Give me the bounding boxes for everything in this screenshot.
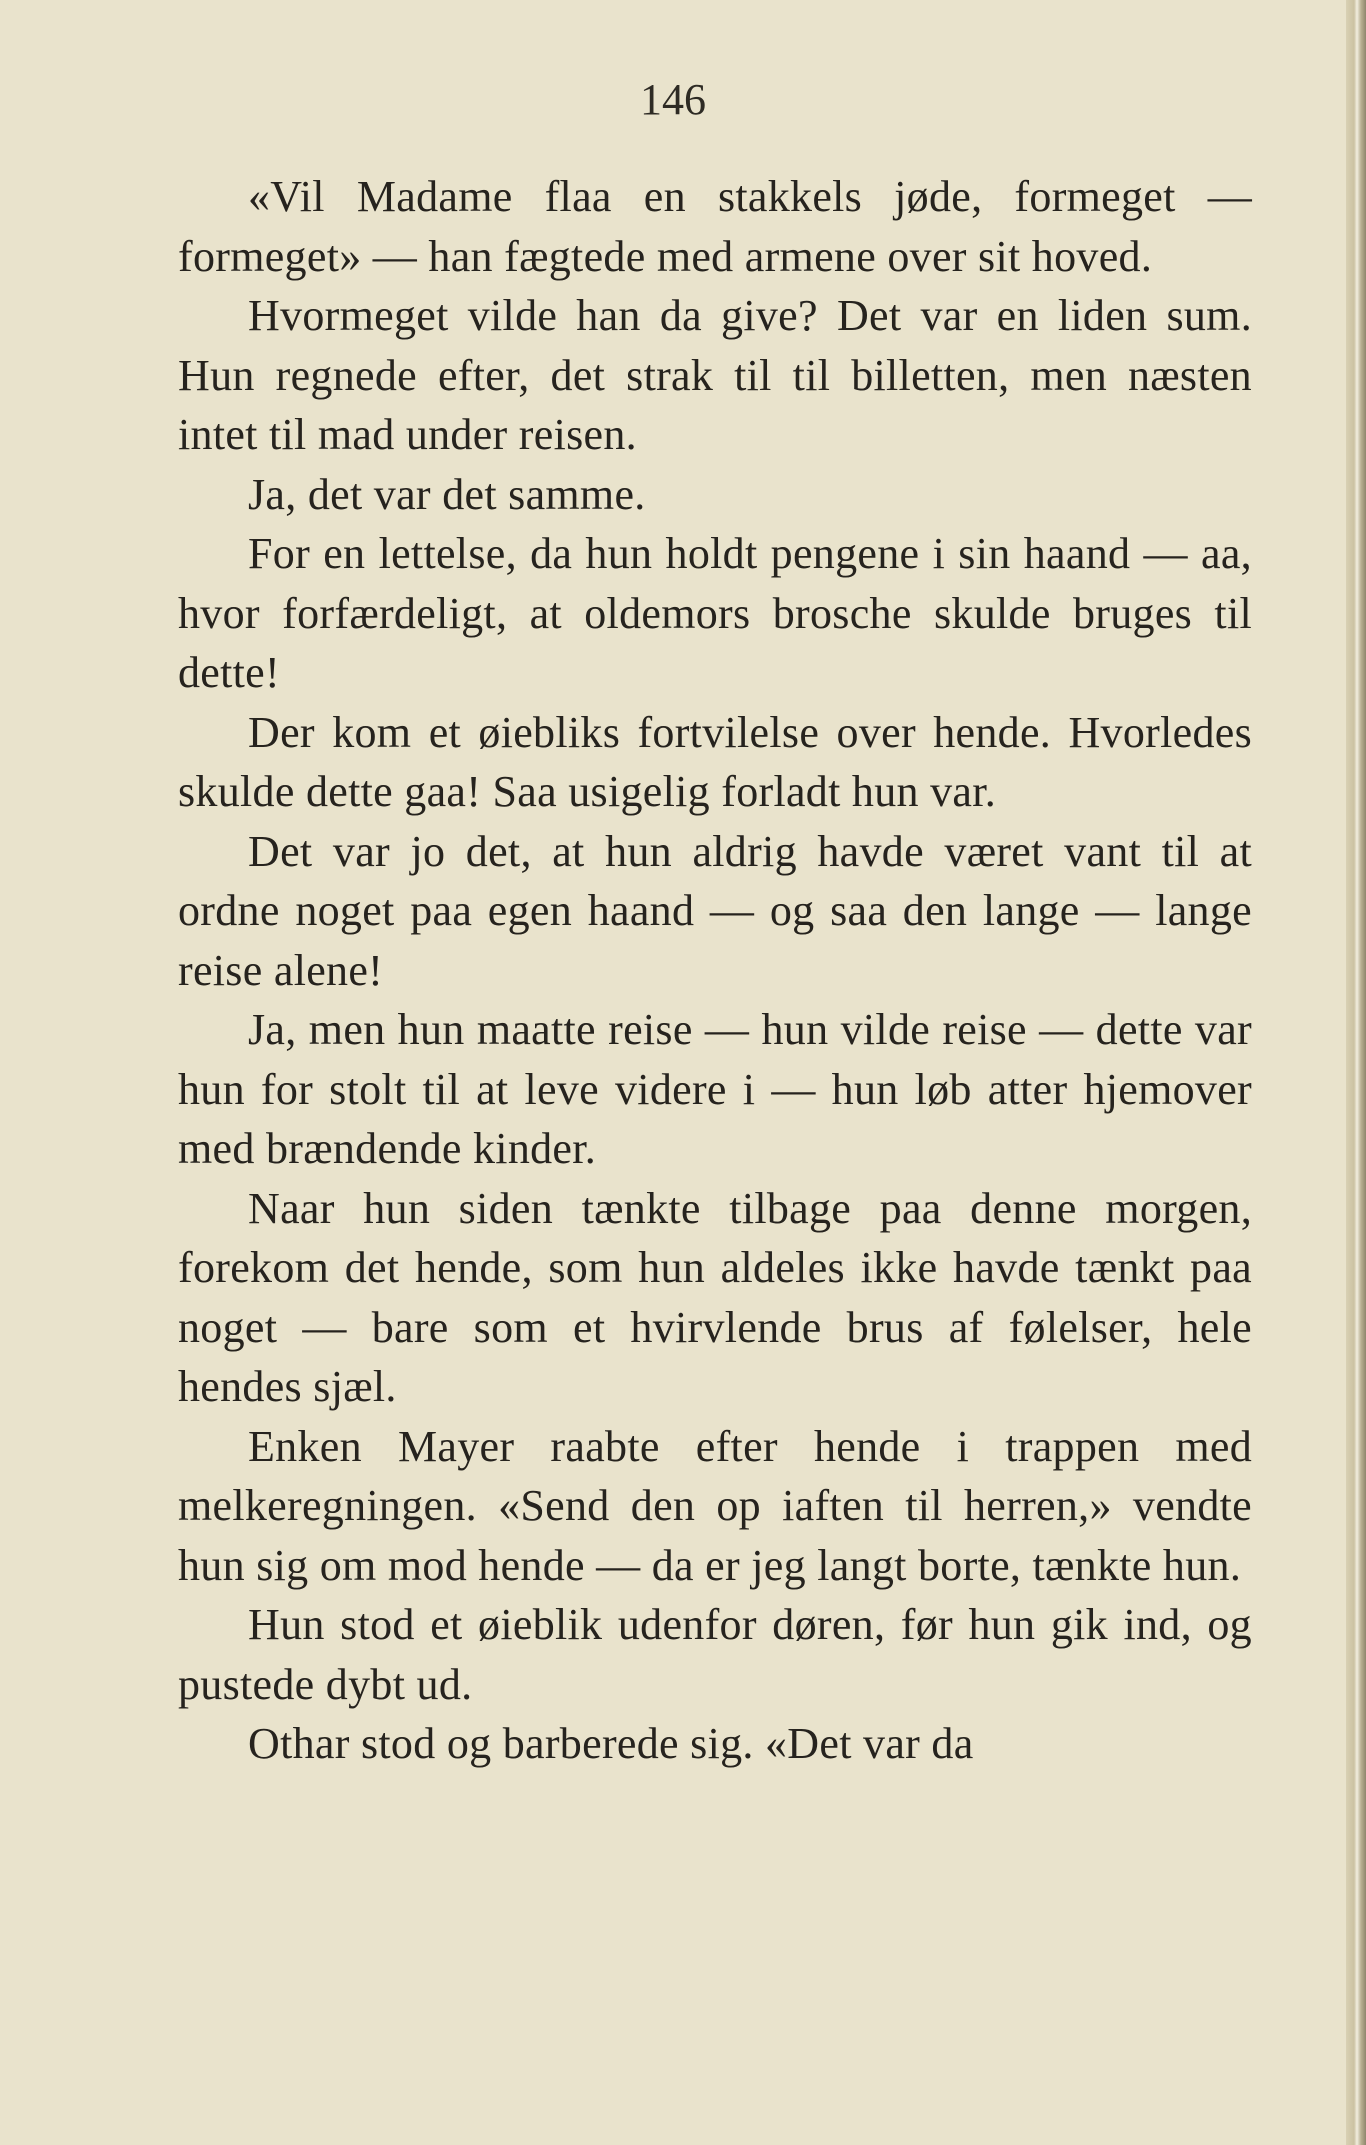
- paragraph: Det var jo det, at hun aldrig havde været vant til at ordne noget paa egen haand — og saa den lange — lange reise alene!: [178, 826, 1252, 995]
- body-text: [178, 167, 1252, 1774]
- paragraph: Othar stod og barberede sig. «Det var da: [248, 1719, 974, 1768]
- paragraph: Ja, men hun maatte reise — hun vilde reise — dette var hun for stolt til at leve videre i — hun løb atter hjemover med brændende kinder.: [178, 1005, 1252, 1173]
- paragraph: Der kom et øiebliks fortvilelse over hende. Hvorledes skulde dette gaa! Saa usigelig forladt hun var.: [178, 707, 1252, 816]
- page-number: 146: [640, 75, 706, 124]
- paragraph: Ja, det var det samme.: [248, 469, 646, 519]
- paragraph: Hun stod et øieblik udenfor døren, før hun gik ind, og pustede dybt ud.: [178, 1600, 1252, 1709]
- paragraph: Hvormeget vilde han da give? Det var en liden sum. Hun regnede efter, det strak til til billetten, men næsten intet til mad under reisen.: [178, 291, 1252, 459]
- paragraph: Naar hun siden tænkte tilbage paa denne morgen, forekom det hende, som hun aldeles ikke havde tænkt paa noget — bare som et hvirvlende brus af følelser, hele hendes sjæl.: [178, 1183, 1252, 1411]
- paragraph: For en lettelse, da hun holdt pengene i sin haand — aa, hvor forfærdeligt, at oldemors brosche skulde bruges til dette!: [178, 529, 1252, 697]
- paragraph: Enken Mayer raabte efter hende i trappen med melkeregningen. «Send den op iaften til herren,» vendte hun sig om mod hende — da er jeg langt borte, tænkte hun.: [178, 1421, 1252, 1590]
- page-edge: [1346, 0, 1366, 2145]
- paragraph: «Vil Madame flaa en stakkels jøde, formeget — formeget» — han fægtede med armene over sit hoved.: [178, 172, 1252, 281]
